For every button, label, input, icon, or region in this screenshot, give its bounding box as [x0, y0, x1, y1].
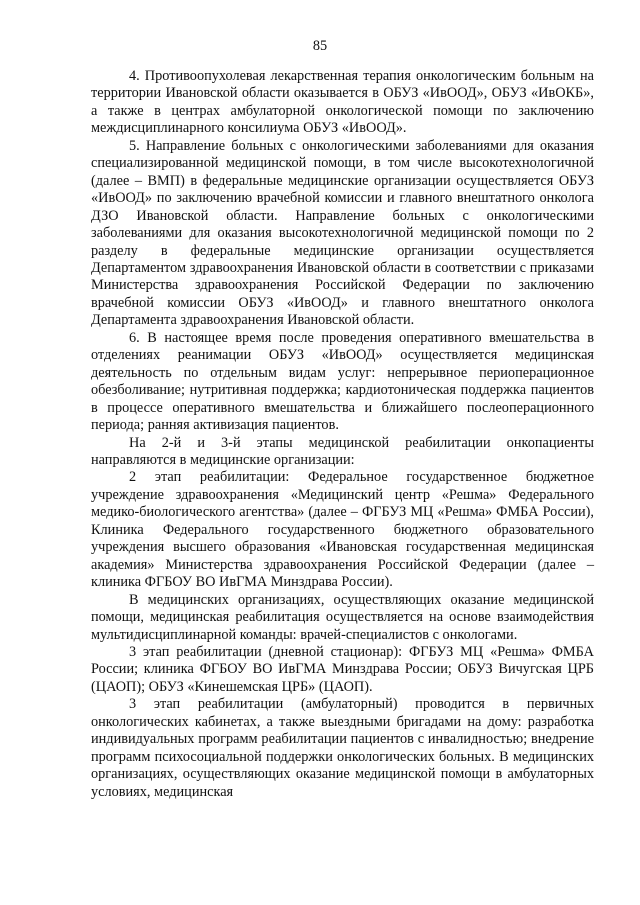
paragraph-rehab-stages-intro: На 2-й и 3-й этапы медицинской реабилитации онкопациенты направляются в медицинские организации:: [91, 434, 594, 468]
paragraph-rehab-stage-2: 2 этап реабилитации: Федеральное государственное бюджетное учреждение здравоохранения «Медицинский центр «Решма» Федерального медико-биологического агентства» (далее – ФГБУЗ МЦ «Решма» ФМБА России), Клиника Федерального государственного бюджетного образовательного учреждения высшего образования «Ивановская государственная медицинская академия» Министерства здравоохранения Российской Федерации (далее – клиника ФГБОУ ВО ИвГМА Минздрава России).: [91, 469, 594, 591]
paragraph-antitumor-therapy: 4. Противоопухолевая лекарственная терапия онкологическим больным на территории Ивановской области оказывается в ОБУЗ «ИвООД», ОБУЗ «ИвОКБ», а также в центрах амбулаторной онкологической помощи по заключению междисциплинарного консилиума ОБУЗ «ИвООД».: [91, 68, 594, 137]
paragraph-postoperative-care: 6. В настоящее время после проведения оперативного вмешательства в отделениях реанимации ОБУЗ «ИвООД» осуществляется медицинская деятельность по отдельным видам услуг: непрерывное периоперационное обезболивание; нутритивная поддержка; кардиотоническая поддержка пациентов в процессе оперативного вмешательства и ближайшего послеоперационного периода; ранняя активизация пациентов.: [91, 329, 594, 434]
paragraph-referral-vmp: 5. Направление больных с онкологическими заболеваниями для оказания специализированной медицинской помощи, в том числе высокотехнологичной (далее – ВМП) в федеральные медицинские организации осуществляется ОБУЗ «ИвООД» по заключению врачебной комиссии и главного внештатного онколога ДЗО Ивановской области. Направление больных с онкологическими заболеваниями для оказания высокотехнологичной медицинской помощи по 2 разделу в федеральные медицинские организации осуществляется Департаментом здравоохранения Ивановской области в соответствии с приказами Министерства здравоохранения Российской Федерации по заключению врачебной комиссии ОБУЗ «ИвООД» и главного внештатного онколога Департамента здравоохранения Ивановской области.: [91, 137, 594, 329]
paragraph-rehab-stage-3-outpatient: 3 этап реабилитации (амбулаторный) проводится в первичных онкологических кабинетах, а также выездными бригадами на дому: разработка индивидуальных программ реабилитации пациентов с инвалидностью; внедрение программ психосоциальной поддержки онкологических больных. В медицинских организациях, осуществляющих оказание медицинской помощи в амбулаторных условиях, медицинская: [91, 696, 594, 800]
document-body: [91, 68, 594, 801]
page-number: 85: [312, 38, 328, 54]
paragraph-multidisciplinary-team: В медицинских организациях, осуществляющих оказание медицинской помощи, медицинская реабилитация осуществляется на основе взаимодействия мультидисциплинарной команды: врачей-специалистов с онкологами.: [91, 591, 594, 643]
paragraph-rehab-stage-3-day: 3 этап реабилитации (дневной стационар): ФГБУЗ МЦ «Решма» ФМБА России; клиника ФГБОУ ВО ИвГМА Минздрава России; ОБУЗ Вичугская ЦРБ (ЦАОП); ОБУЗ «Кинешемская ЦРБ» (ЦАОП).: [91, 643, 594, 695]
